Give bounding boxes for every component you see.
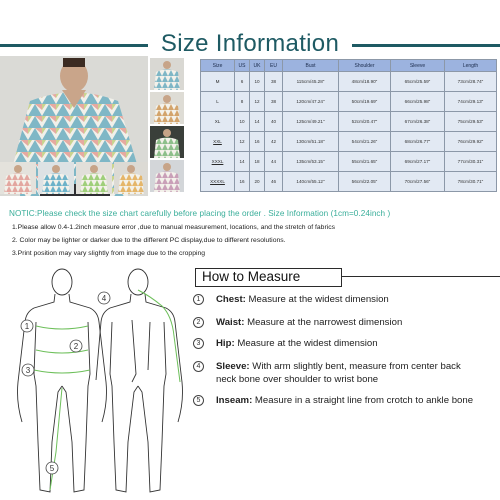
table-cell: 14 [250,112,265,132]
number-circle-icon: 4 [193,361,204,372]
table-cell: 8 [235,92,250,112]
column-header: Size [201,60,235,72]
measure-text [216,293,478,306]
measurement-figures [0,262,192,500]
table-cell: 115cm/45.28" [283,72,339,92]
table-cell: 42 [265,132,283,152]
table-cell: 65cm/25.59" [391,72,445,92]
body-outline-diagram [0,262,192,500]
table-cell: L [201,92,235,112]
table-cell: M [201,72,235,92]
thumbnail-6 [38,162,74,194]
table-cell: 48cm/18.90" [339,72,391,92]
measure-description: Measure at the widest dimension [234,338,378,349]
column-header: EU [265,60,283,72]
table-header-row [201,60,497,72]
number-circle-icon: 5 [193,395,204,406]
table-cell: 52cm/20.47" [339,112,391,132]
column-header: Shoulder [339,60,391,72]
table-row [201,152,497,172]
thumbnail-5 [0,162,36,194]
note-print-position: 3.Print position may vary slightly from image due to the cropping [12,250,206,257]
table-cell: 125cm/49.21" [283,112,339,132]
page-title: Size Information [160,30,340,57]
table-row [201,92,497,112]
measure-label: Inseam: [216,395,253,406]
table-cell: 135cm/53.15" [283,152,339,172]
table-cell: 40 [265,112,283,132]
measure-label: Hip: [216,338,235,349]
measure-description: Measure at the widest dimension [245,294,389,305]
table-row [201,112,497,132]
table-cell: 12 [250,92,265,112]
note-measure-error: 1.Please allow 0.4-1.2inch measure error ,due to manual measurement, locations, and the stretch of fabrics [12,224,336,231]
figure-marker: 1 [24,322,30,331]
table-cell: 140cm/55.12" [283,172,339,192]
measure-text [216,360,478,386]
table-cell: 66cm/25.98" [391,92,445,112]
number-circle-icon: 1 [193,294,204,305]
table-cell: 67cm/26.38" [391,112,445,132]
column-header: UK [250,60,265,72]
table-cell: 77cm/30.31" [445,152,497,172]
table-cell: 55cm/21.65" [339,152,391,172]
table-cell: 70cm/27.56" [391,172,445,192]
measure-text [216,316,478,329]
table-cell: 16 [250,132,265,152]
thumbnail-2 [150,92,184,124]
table-cell: 10 [235,112,250,132]
table-cell: XXXXL [201,172,235,192]
table-cell: XL [201,112,235,132]
title-rule-left [0,44,148,47]
table-cell: 130cm/51.18" [283,132,339,152]
table-cell: 68cm/26.77" [391,132,445,152]
table-cell: 38 [265,92,283,112]
table-cell: 46 [265,172,283,192]
figure-marker: 5 [49,464,55,473]
table-cell: 78cm/30.71" [445,172,497,192]
measure-text [216,394,478,407]
thumbnail-3 [150,126,184,158]
how-to-measure-heading: How to Measure [195,268,342,287]
heading-rule [342,276,500,277]
figure-marker: 2 [73,342,79,351]
table-cell: 10 [250,72,265,92]
number-circle-icon: 3 [193,338,204,349]
table-cell: 38 [265,72,283,92]
table-cell: 69cm/27.17" [391,152,445,172]
thumbnail-1 [150,58,184,90]
table-cell: 54cm/21.26" [339,132,391,152]
table-cell: XXXL [201,152,235,172]
number-circle-icon: 2 [193,317,204,328]
table-cell: 74cm/29.13" [445,92,497,112]
table-cell: 12 [235,132,250,152]
column-header: Length [445,60,497,72]
measure-text [216,337,478,350]
thumbnail-8 [114,162,148,194]
column-header: Sleeve [391,60,445,72]
table-cell: 44 [265,152,283,172]
table-cell: 50cm/19.69" [339,92,391,112]
column-header: US [235,60,250,72]
table-row [201,172,497,192]
measure-label: Sleeve: [216,361,250,372]
table-cell: XXL [201,132,235,152]
table-row [201,72,497,92]
table-cell: 14 [235,152,250,172]
column-header: Bust [283,60,339,72]
table-cell: 56cm/22.05" [339,172,391,192]
title-rule-right [352,44,500,47]
product-photos [0,56,200,196]
thumbnail-4 [150,160,184,192]
measure-label: Chest: [216,294,246,305]
table-cell: 20 [250,172,265,192]
measure-label: Waist: [216,317,245,328]
table-cell: 76cm/29.92" [445,132,497,152]
measure-description: Measure in a straight line from crotch to ankle bone [252,395,474,406]
measure-description: Measure at the narrowest dimension [244,317,403,328]
figure-marker: 3 [25,366,31,375]
table-cell: 120cm/47.24" [283,92,339,112]
table-row [201,132,497,152]
table-cell: 6 [235,72,250,92]
table-cell: 18 [250,152,265,172]
table-cell: 73cm/28.74" [445,72,497,92]
size-chart-table [200,59,497,192]
note-color-variation: 2. Color may be lighter or darker due to the different PC display,due to different resolutions. [12,237,286,244]
table-cell: 16 [235,172,250,192]
figure-marker: 4 [101,294,107,303]
measure-description: With arm slightly bent, measure from center back neck bone over shoulder to wrist bone [216,361,461,385]
thumbnail-7 [76,162,112,194]
table-cell: 75cm/29.53" [445,112,497,132]
size-notice: NOTIC:Please check the size chart carefully before placing the order . Size Information (1cm=0.24inch ) [9,209,391,218]
